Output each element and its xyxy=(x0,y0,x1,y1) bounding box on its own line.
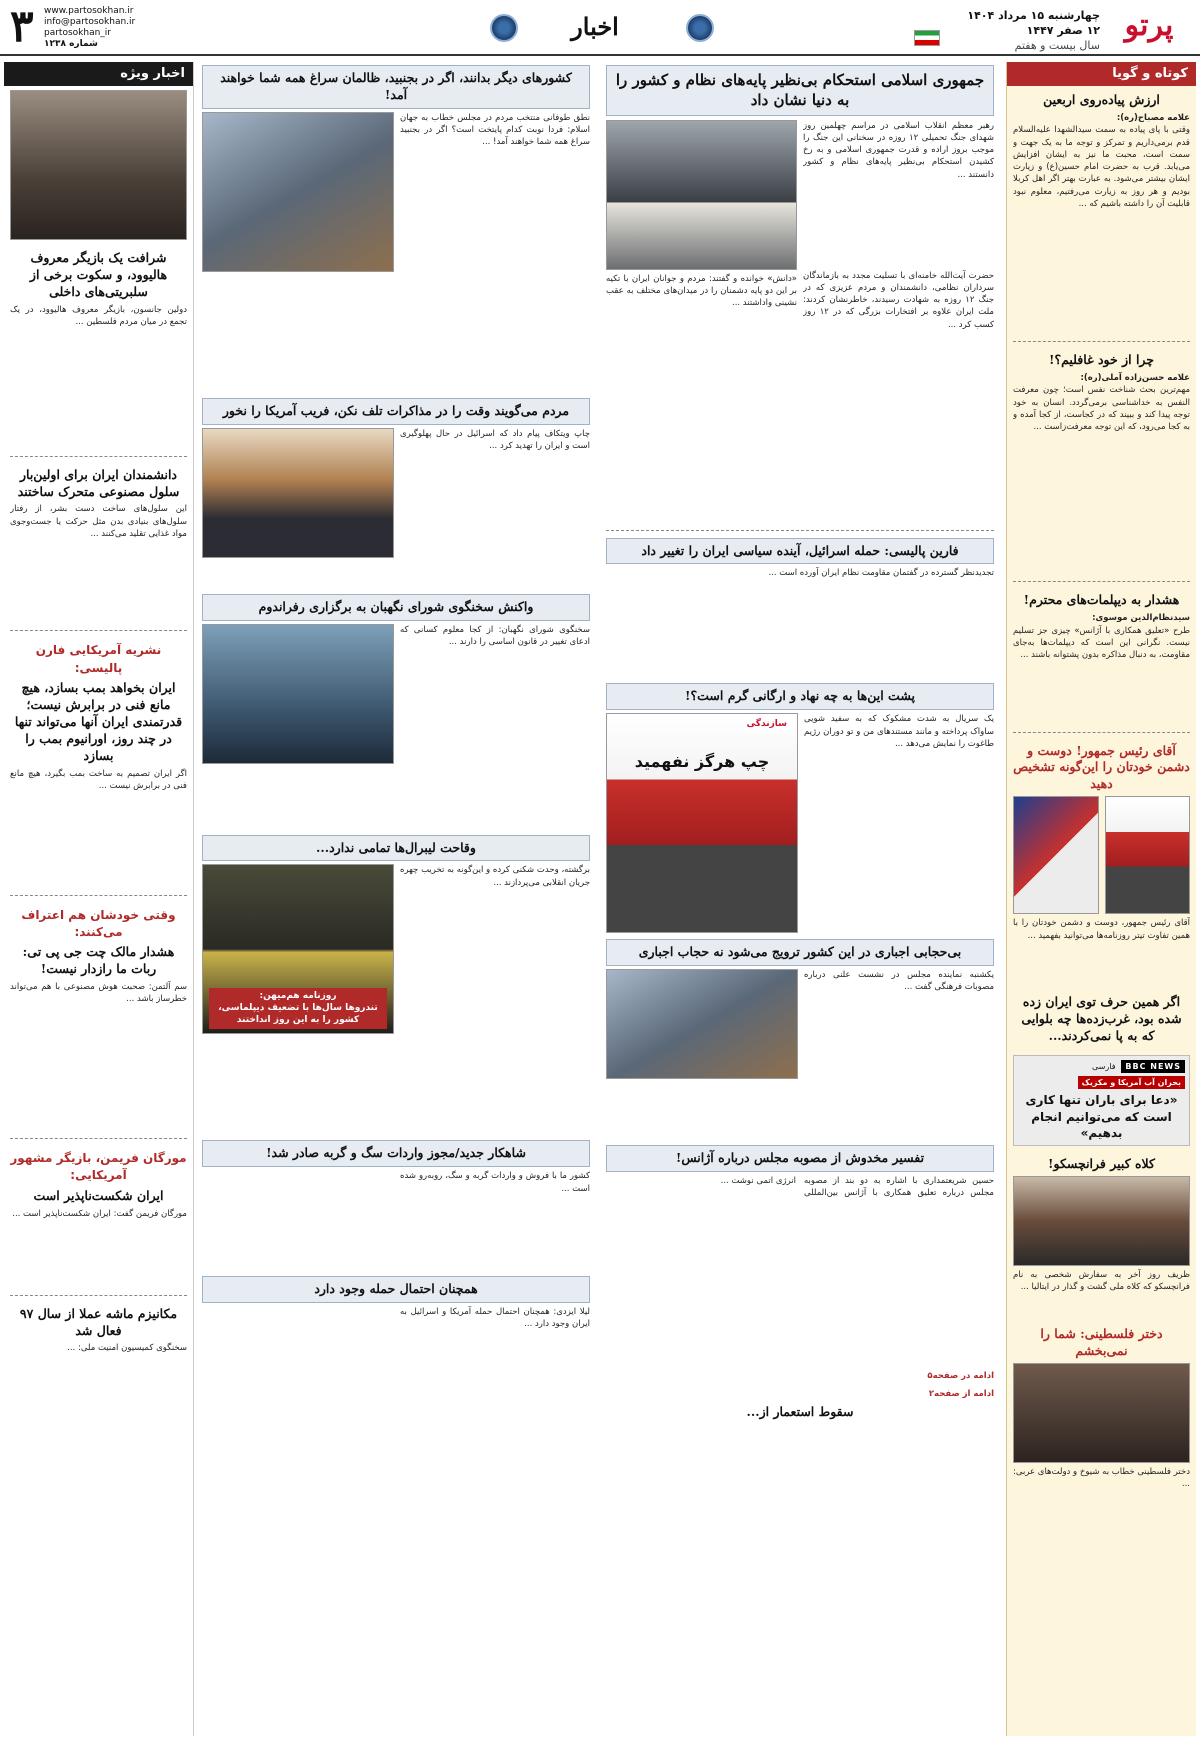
diplomat-photo xyxy=(202,428,394,558)
story-title[interactable]: مکانیزم ماشه عملا از سال ۹۷ فعال شد xyxy=(19,1305,178,1338)
story-author: سیدنظام‌الدین موسوی: xyxy=(1092,613,1190,624)
story-body: دولین جانسون، بازیگر معروف هالیوود، در یک تجمع در میان مردم فلسطین ... xyxy=(10,304,187,327)
story-liberals[interactable] xyxy=(196,832,596,1138)
story-kicker: مورگان فریمن، بازیگر مشهور آمریکایی: xyxy=(10,1151,187,1183)
email-link[interactable]: info@partosokhan.ir xyxy=(44,17,136,27)
story-body: دختر فلسطینی خطاب به شیوخ و دولت‌های عربی: ... xyxy=(1013,1466,1190,1489)
story-body: رهبر معظم انقلاب اسلامی در مراسم چهلمین روز شهدای جنگ تحمیلی ۱۲ روزه در سخنانی این جنگ را موجب بروز اراده و قدرت جمهوری اسلامی و به رخ کشیدن استحکام بی‌نظیر پایه‌های نظام و کشور دانستند ... xyxy=(803,120,994,180)
story-self-knowledge[interactable] xyxy=(1007,346,1196,577)
website-link[interactable]: www.partosokhan.ir xyxy=(44,6,134,16)
story-photo xyxy=(606,969,798,1079)
story-title[interactable]: چرا از خود غافلیم؟! xyxy=(1048,352,1155,368)
column-main-left xyxy=(196,62,596,1736)
magazine-name: سازندگی xyxy=(743,718,791,731)
story-hollywood-actor[interactable] xyxy=(4,244,193,452)
story-negotiations[interactable] xyxy=(196,395,596,591)
contact-info xyxy=(44,6,135,50)
gaza-rubble-photo xyxy=(10,90,187,240)
story-title[interactable]: شرافت یک بازیگر معروف هالیوود، و سکوت برخی از سلبریتی‌های داخلی xyxy=(29,250,168,299)
story-title[interactable]: پشت این‌ها به چه نهاد و ارگانی گرم است؟! xyxy=(685,688,915,704)
story-author: علامه مصباح(ره): xyxy=(1116,112,1190,123)
story-us-water[interactable] xyxy=(1007,988,1196,1051)
story-title[interactable]: آقای رئیس جمهور! دوست و دشمن خودتان را این‌گونه تشخیص دهید xyxy=(1013,742,1190,792)
story-series[interactable] xyxy=(600,680,1000,936)
lead-headline-box xyxy=(606,65,994,116)
newspaper-cover-image xyxy=(1105,796,1191,914)
story-body: آقای رئیس جمهور، دوست و دشمن خودتان را با همین تفاوت تیتر روزنامه‌ها می‌توانید بفهمید ... xyxy=(1013,918,1190,941)
story-title[interactable]: بی‌حجابی اجباری در این کشور ترویج می‌شود نه حجاب اجباری xyxy=(638,944,962,960)
ornament-icon xyxy=(490,14,518,42)
story-president[interactable] xyxy=(1007,737,1196,989)
divider xyxy=(10,895,187,896)
story-arbaeen[interactable] xyxy=(1007,86,1196,337)
story-title[interactable]: دانشمندان ایران برای اولین‌بار سلول مصنوعی متحرک ساختند xyxy=(17,466,180,499)
column-main-right xyxy=(600,62,1000,1736)
column-short-news xyxy=(1006,62,1196,1736)
lead-story[interactable] xyxy=(600,62,1000,526)
story-body: حضرت آیت‌الله خامنه‌ای با تسلیت مجدد به بازماندگان سرداران نظامی، دانشمندان و مردم عزیزی که در جنگ ۱۲ روزه به شهادت رسیدند، خاطرنشان کردند: ملت ایران علاوه بر افتخارات بزرگی که در ۱۲ روز کسب کرد ... xyxy=(803,270,994,330)
story-body: یک سریال به شدت مشکوک که به سفید شویی ساواک پرداخته و مانند مستندهای من و تو دوران رژیم طاغوت را نمایش می‌دهد ... xyxy=(804,714,994,749)
column-special-news xyxy=(4,62,194,1736)
issue-number: شماره ۱۲۳۸ xyxy=(44,39,98,49)
story-body: ظریف روز آخر به سفارش شخصی به نام فرانچسکو که کلاه ملی گشت و گذار در ایتالیا ... xyxy=(1013,1269,1190,1293)
page-number: ۳ xyxy=(10,1,34,52)
leader-photo xyxy=(606,120,797,270)
story-iaea[interactable] xyxy=(600,1142,1000,1385)
story-title[interactable]: مردم می‌گویند وقت را در مذاکرات تلف نکن، فریب آمریکا را نخور xyxy=(222,402,570,418)
year-label: سال بیست و هفتم xyxy=(1014,39,1100,52)
story-guardian-council[interactable] xyxy=(196,591,596,832)
story-body: وقتی با پای پیاده به سمت سیدالشهدا علیه‌السلام قدم برمی‌داریم و تمرکز و توجه ما به یک جهت و سمت است، محبت ما نیز به ایشان افزایش می‌یابد. قرب به حضرت امام حسین(ع) و زیارت ایشان بیشتر می‌شود. به عبارت بهتر اگر اهل کربلا بودیم و هر روز به زیارت می‌رفتیم، معلوم نبود قابلیت آن را داشته باشیم که ... xyxy=(1013,125,1190,210)
photo-caption xyxy=(209,988,387,1029)
story-title[interactable]: هشدار مالک چت جی پی تی: ربات ما رازدار نیست! xyxy=(22,944,175,977)
story-title[interactable]: دختر فلسطینی: شما را نمی‌بخشم xyxy=(1040,1325,1163,1358)
continued-from-link[interactable]: ادامه از صفحه۲ xyxy=(928,1389,994,1400)
iran-flag-icon xyxy=(914,30,940,46)
story-palestinian-girl[interactable] xyxy=(1007,1320,1196,1493)
spokesman-photo xyxy=(202,624,394,764)
story-kicker: وقتی خودشان هم اعتراف می‌کنند: xyxy=(21,907,176,939)
story-body: اگر ایران تصمیم به ساخت بمب بگیرد، هیچ مانع فنی در برابرش نیست ... xyxy=(10,768,187,791)
story-chatgpt[interactable] xyxy=(4,900,193,1135)
story-title[interactable]: ایران شکست‌ناپذیر است xyxy=(33,1187,164,1203)
ornament-icon xyxy=(686,14,714,42)
lead-title[interactable]: جمهوری اسلامی استحکام بی‌نظیر پایه‌های نظام و کشور را به دنیا نشان داد xyxy=(615,71,985,110)
social-handle[interactable]: partosokhan_ir xyxy=(44,28,111,38)
story-body: مهم‌ترین بحث شناخت نفس است؛ چون معرفت النفس به خداشناسی برمی‌گردد. انسان به خود توجه پیدا کند و ببیند که در کجاست، از کجا آمده و به کجا می‌رود، که این توجه معرفت‌زاست ... xyxy=(1013,385,1190,433)
story-body: سخنگوی کمیسیون امنیت ملی: ... xyxy=(67,1343,187,1354)
divider xyxy=(10,1295,187,1296)
story-body: «دانش» خوانده و گفتند: مردم و جوانان ایران با تکیه بر این دو پایه دشمنان را در میدان‌های مختلف به عقب نشینی واداشتند ... xyxy=(606,273,797,309)
divider xyxy=(10,630,187,631)
masthead xyxy=(0,0,1200,56)
continued-link[interactable]: ادامه در صفحه۵ xyxy=(927,1371,994,1381)
story-snapback[interactable] xyxy=(4,1300,193,1358)
section-title: اخبار xyxy=(571,12,619,41)
story-title[interactable]: ارزش پیاده‌روی اربعین xyxy=(1043,92,1160,107)
story-title[interactable]: هشدار به دیپلمات‌های محترم! xyxy=(1023,592,1180,608)
story-title[interactable]: اگر همین حرف توی ایران زده شده بود، غرب‌زده‌ها چه بلوایی که به پا نمی‌کردند... xyxy=(1021,994,1182,1043)
story-foreign-policy[interactable] xyxy=(600,535,1000,681)
divider xyxy=(1013,732,1190,733)
newspaper-logo[interactable]: پرتو xyxy=(1124,8,1174,43)
story-pet-import[interactable] xyxy=(196,1137,596,1273)
bbc-logo: BBC NEWS xyxy=(1121,1060,1185,1074)
story-body: طرح «تعلیق همکاری با آژانس» چیزی جز تسلیم نیست. نگرانی این است که دیپلمات‌ها به‌جای مقاومت، به دنبال مذاکره بدون پشتوانه باشند ... xyxy=(1013,625,1190,661)
column-tag: اخبار ویژه xyxy=(4,62,193,86)
story-body: برگشته، وحدت شکنی کرده و این‌گونه به تخریب چهره جریان انقلابی می‌پردازند ... xyxy=(400,865,590,888)
story-body: تجدیدنظر گسترده در گفتمان مقاومت نظام ایران آورده است ... xyxy=(768,568,994,579)
story-colonialism[interactable] xyxy=(600,1385,1000,1426)
story-body: این سلول‌های ساخت دست بشر، از رفتار سلول‌های بنیادی بدن مثل حرکت یا جست‌وجوی مواد غذایی تقلید می‌کنند ... xyxy=(10,504,187,539)
story-title[interactable]: ایران بخواهد بمب بسازد، هیچ مانع فنی در برابرش نیست؛ قدرتمندی ایران آنها می‌تواند تنها در چند روز، اورانیوم بمب را بسازد xyxy=(14,680,183,763)
divider xyxy=(10,1138,187,1139)
story-title[interactable]: تفسیر مخدوش از مصوبه مجلس درباره آژانس! xyxy=(675,1150,925,1166)
story-title[interactable]: کلاه کبیر فرانچسکو! xyxy=(1048,1156,1155,1172)
mp-photo xyxy=(202,112,394,272)
photo-caption-text: تندروها سال‌ها با تضعیف دیپلماسی، کشور را به این روز انداختند xyxy=(218,1003,378,1025)
story-body: حسین شریعتمداری با اشاره به دو بند از مصوبه مجلس درباره تعلیق همکاری با آژانس بین‌المللی انرژی اتمی نوشت ... xyxy=(720,1176,994,1199)
story-body: مورگان فریمن گفت: ایران شکست‌ناپذیر است ... xyxy=(12,1208,187,1219)
bbc-caption: بحران آب آمریکا و مکزیک xyxy=(1078,1076,1185,1090)
divider xyxy=(1013,341,1190,342)
story-body: یکشنبه نماینده مجلس در نشست علنی درباره مصوبات فرهنگی گفت ... xyxy=(804,970,994,993)
story-artificial-cell[interactable] xyxy=(4,461,193,627)
story-attack-possible[interactable] xyxy=(196,1273,596,1449)
story-photo xyxy=(202,864,394,1034)
story-photo xyxy=(1013,1363,1190,1463)
story-body: کشور ما با فروش و واردات گربه و سگ، روبه‌رو شده است ... xyxy=(400,1171,590,1194)
bbc-language: فارسی xyxy=(1092,1061,1116,1071)
story-photo xyxy=(1013,1176,1190,1266)
newspaper-cover-image xyxy=(1013,796,1099,914)
story-title[interactable]: شاهکار جدید/مجوز واردات سگ و گربه صادر شد! xyxy=(266,1145,526,1161)
story-diplomats-warning[interactable] xyxy=(1007,586,1196,727)
story-body: سخنگوی شورای نگهبان: از کجا معلوم کسانی که ادعای تغییر در قانون اساسی را دارند ... xyxy=(400,624,590,647)
divider xyxy=(606,530,994,531)
story-title[interactable]: کشورهای دیگر بدانند، اگر در بجنبید، ظالمان سراغ همه شما خواهند آمد! xyxy=(220,70,572,102)
story-title[interactable]: سقوط استعمار از... xyxy=(746,1403,854,1419)
divider xyxy=(10,456,187,457)
story-title[interactable]: همچنان احتمال حمله وجود دارد xyxy=(314,1281,478,1297)
story-body: لیلا ایزدی: همچنان احتمال حمله آمریکا و اسرائیل به ایران وجود دارد ... xyxy=(400,1307,590,1330)
story-body: نطق طوفانی منتخب مردم در مجلس خطاب به جهان اسلام: فردا نوبت کدام پایتخت است؟ اگر در بجنبید سراغ همه شما خواهند آمد! ... xyxy=(400,112,590,148)
story-title[interactable]: واکنش سخنگوی شورای نگهبان به برگزاری رفراندوم xyxy=(258,598,534,614)
bbc-quote: «دعا برای باران تنها کاری است که می‌توانیم انجام بدهیم» xyxy=(1025,1093,1178,1140)
story-author: علامه حسن‌زاده آملی(ره): xyxy=(1080,373,1190,384)
divider xyxy=(1013,581,1190,582)
story-title[interactable]: فارین پالیسی: حمله اسرائیل، آینده سیاسی ایران را تغییر داد xyxy=(641,542,959,558)
date-block xyxy=(967,8,1100,53)
story-bomb-capability[interactable] xyxy=(4,635,193,890)
story-body: سم آلتمن: صحبت هوش مصنوعی با هم می‌تواند خطرساز باشد ... xyxy=(10,982,187,1005)
magazine-headline: چپ هرگز نفهمید xyxy=(634,752,770,772)
story-kicker: نشریه آمریکایی فارن پالیسی: xyxy=(35,643,162,675)
date-hijri: ۱۲ صفر ۱۴۴۷ xyxy=(1026,24,1100,37)
story-body: چاپ ویتکاف پیام داد که اسرائیل در حال پهلوگیری است و ایران را تهدید کرد ... xyxy=(400,428,590,451)
story-mp-speech[interactable] xyxy=(196,62,596,395)
story-francesco[interactable] xyxy=(1007,1150,1196,1320)
story-title[interactable]: وقاحت لیبرال‌ها تمامی ندارد... xyxy=(316,839,476,855)
column-tag: کوتاه و گویا xyxy=(1007,62,1196,86)
story-hijab[interactable] xyxy=(600,936,1000,1142)
bbc-quote-box xyxy=(1013,1055,1190,1146)
story-morgan-freeman[interactable] xyxy=(4,1143,193,1291)
magazine-cover-image xyxy=(606,713,798,933)
date-persian: چهارشنبه ۱۵ مرداد ۱۴۰۴ xyxy=(967,9,1100,22)
photo-caption-source: روزنامه هم‌میهن: xyxy=(259,991,337,1002)
